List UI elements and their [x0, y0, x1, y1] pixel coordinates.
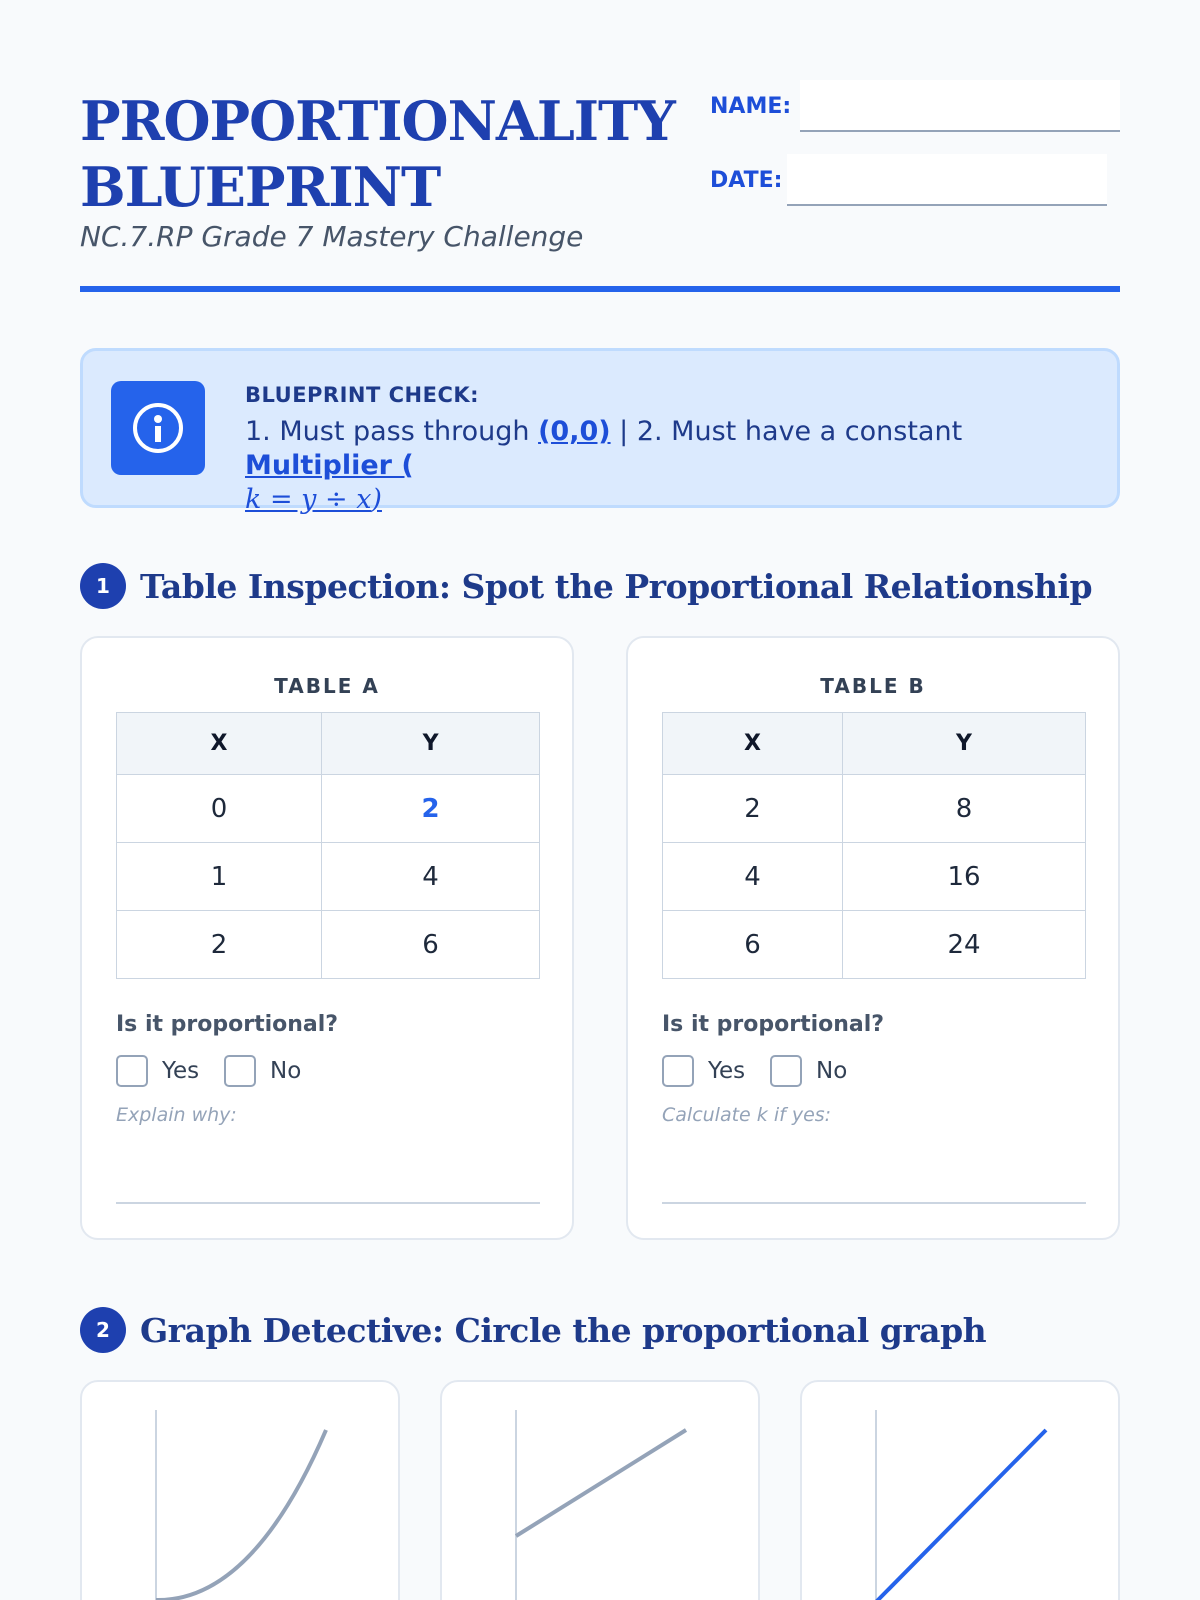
no-checkbox[interactable] [224, 1055, 256, 1087]
data-table [662, 712, 1086, 979]
table-row [117, 775, 540, 843]
table-row [117, 911, 540, 979]
section-number-badge: 1 [80, 563, 126, 609]
blueprint-check-callout [80, 348, 1120, 515]
name-field [710, 80, 1130, 132]
table-cell: 2 [117, 911, 322, 979]
date-label: DATE: [710, 168, 783, 193]
table-row [663, 911, 1086, 979]
no-option[interactable] [770, 1054, 847, 1088]
yes-checkbox[interactable] [116, 1055, 148, 1087]
yes-label: Yes [162, 1058, 200, 1084]
table-cell: 24 [843, 911, 1086, 979]
column-header: X [117, 713, 322, 775]
table-row [663, 775, 1086, 843]
no-checkbox[interactable] [770, 1055, 802, 1087]
answer-line[interactable] [662, 1202, 1086, 1204]
no-option[interactable] [224, 1054, 301, 1088]
section-title: Table Inspection: Spot the Proportional Relationship [140, 566, 1093, 606]
table-cell: 4 [663, 843, 843, 911]
header-divider [80, 286, 1120, 292]
origin-link[interactable]: (0,0) [538, 416, 611, 447]
callout-title: BLUEPRINT CHECK: [245, 383, 480, 407]
table-cell: 8 [843, 775, 1086, 843]
section-number-badge: 2 [80, 1307, 126, 1353]
table-cell: 4 [322, 843, 540, 911]
callout-text-part: | 2. Must have a constant [610, 416, 963, 447]
table-a-card [80, 636, 574, 1240]
section-2-heading [80, 1306, 986, 1354]
origin-line [876, 1430, 1046, 1600]
answer-hint: Explain why: [116, 1104, 237, 1126]
intercept-graph [442, 1382, 760, 1600]
formula-close: ) [371, 484, 382, 515]
date-input[interactable] [787, 154, 1107, 206]
k-formula: k = y ÷ x [245, 484, 372, 515]
curve-line [156, 1430, 326, 1600]
column-header: X [663, 713, 843, 775]
callout-text-part: 1. Must pass through [245, 416, 539, 447]
answer-line[interactable] [116, 1202, 540, 1204]
table-name: TABLE B [820, 674, 926, 698]
answer-hint: Calculate k if yes: [662, 1104, 832, 1126]
callout-text [245, 415, 1075, 517]
yes-option[interactable] [662, 1054, 745, 1088]
graph-card-proportional[interactable] [800, 1380, 1120, 1600]
yes-label: Yes [708, 1058, 746, 1084]
section-title: Graph Detective: Circle the proportional graph [140, 1310, 987, 1350]
multiplier-link[interactable]: Multiplier ( [245, 450, 414, 481]
graph-card-curve[interactable] [80, 1380, 400, 1600]
column-header: Y [322, 713, 540, 775]
table-cell: 6 [663, 911, 843, 979]
info-icon [111, 381, 205, 475]
table-cell: 6 [322, 911, 540, 979]
curve-graph [82, 1382, 400, 1600]
graph-card-intercept[interactable] [440, 1380, 760, 1600]
name-label: NAME: [710, 94, 792, 119]
table-row [663, 843, 1086, 911]
yes-option[interactable] [116, 1054, 199, 1088]
name-input[interactable] [800, 80, 1120, 132]
proportional-question: Is it proportional? [116, 1012, 339, 1037]
yes-checkbox[interactable] [662, 1055, 694, 1087]
intercept-line [516, 1430, 686, 1536]
section-1-heading [80, 562, 1092, 610]
table-name: TABLE A [274, 674, 380, 698]
page-title: PROPORTIONALITY BLUEPRINT [80, 89, 675, 219]
highlighted-cell: 2 [322, 775, 540, 843]
table-b-card [626, 636, 1120, 1240]
data-table [116, 712, 540, 979]
no-label: No [270, 1058, 302, 1084]
column-header: Y [843, 713, 1086, 775]
table-cell: 2 [663, 775, 843, 843]
header [80, 80, 1120, 292]
proportional-question: Is it proportional? [662, 1012, 885, 1037]
table-cell: 1 [117, 843, 322, 911]
table-cell: 16 [843, 843, 1086, 911]
date-field [710, 154, 1130, 206]
page-subtitle: NC.7.RP Grade 7 Mastery Challenge [80, 220, 584, 253]
table-cell: 0 [117, 775, 322, 843]
proportional-graph [802, 1382, 1120, 1600]
no-label: No [816, 1058, 848, 1084]
table-row [117, 843, 540, 911]
